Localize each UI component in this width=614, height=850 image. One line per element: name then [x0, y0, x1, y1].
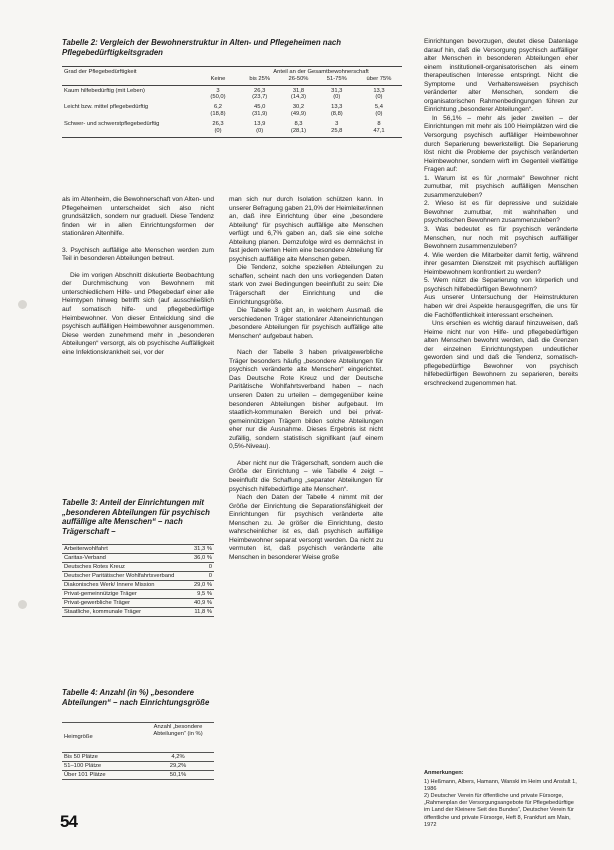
table-row: Arbeiterwohlfahrt 31,3 %: [64, 545, 212, 552]
table2-col-header: Keine: [210, 75, 226, 82]
paragraph: Die Tabelle 3 gibt an, in welchem Ausmaß die verschiedenen Träger stationärer Alteneinrichtungen „besondere Abteilungen für psychisch auffällige alte Menschen“ aufgebaut haben.: [229, 307, 383, 340]
paragraph: Aber nicht nur die Trägerschaft, sondern auch die Größe der Einrichtung – wie Tabelle 4 zeigt – beeinflußt die Schaffung „separater Abteilungen für psychisch hilfebedürftige alte Menschen“.: [229, 459, 383, 493]
question: 2. Wieso ist es für depressive und suizidale Bewohner zumutbar, mit wahnhaften und psychotischen Bewohnern zusammenzuleben?: [424, 200, 578, 225]
table-row: Privat-gemeinnützige Träger 9,5 %: [64, 590, 212, 597]
paragraph: Nach der Tabelle 3 haben privatgewerbliche Träger besonders häufig „besondere Abteilungen für psychisch veränderte alte Menschen“ eingerichtet. Das Deutsche Rote Kreuz und der Deutsche Paritätische Wohlfahrtsverband haben – nach unseren Daten zu urteilen – demgegenüber keine besonderen Abteilungen bisher aufgebaut. Im staatlich-kommunalen Bereich und bei privat-gemeinnützigen Trägern bilden solche Abteilungen eher nur die Ausnahme. Dieses Ergebnis ist nicht zufällig, sondern statistisch signifikant (auf einem 0,5%-Niveau).: [229, 349, 383, 451]
question: 3. Was bedeutet es für psychisch veränderte Menschen, nur noch mit psychisch auffälliger Bewohnern zusammenzuleben?: [424, 226, 578, 251]
table-row: Bis 50 Plätze 4,2%: [62, 753, 214, 762]
table3: [62, 544, 214, 617]
table-row: Kaum hilfebedürftig (mit Leben) 3 (50,0) 26,3 (23,7) 31,8 (14,3) 31,3 (0) 13,3 (0): [64, 87, 385, 101]
table2-col-header: 26-50%: [288, 75, 309, 82]
binder-hole: [18, 600, 27, 609]
binder-hole: [18, 300, 27, 309]
table2-col-header: bis 25%: [249, 75, 270, 82]
notes-heading: Anmerkungen:: [424, 770, 464, 776]
table2-grid: [62, 69, 402, 134]
table-row: Diakonisches Werk/ Innere Mission 29,0 %: [64, 581, 212, 588]
table-row: Schwer- und schwerstpflegebedürftig 26,3 (0) 13,9 (0) 8,3 (28,1) 3 25,8 8 47,1: [64, 120, 385, 134]
table4-caption: Tabelle 4: Anzahl (in %) „besondere Abteilungen“ – nach Einrichtungsgröße: [62, 688, 210, 707]
paragraph: Uns erschien es wichtig darauf hinzuweisen, daß Heime nicht nur von Hilfe- und pflegebedürftigen alten Menschen bewohnt werden, daß die Grenzen der einzelnen Einrichtungstypen undeutlicher geworden sind und daß die Tendenz, somatisch-pflegebedürftige Bewohner von psychisch hilfebedürftigen Bewohnern zu separieren, bereits erschreckend zugenommen hat.: [424, 320, 578, 387]
section-heading: 3. Psychisch auffällige alte Menschen werden zum Teil in besonderen Abteilungen betreut.: [62, 246, 214, 263]
footnote: 1) Heßmann, Albers, Hamann, Wanski im Heim und Anstalt 1, 1986: [424, 779, 577, 793]
paragraph: als im Altenheim, die Bewohnerschaft von Alten- und Pflegeheimen unterscheidet sich also nicht grundsätzlich, sondern nur graduell. Diese Tendenz finden wir in allen Einrichtungsformen der stationären Altenhilfe.: [62, 196, 214, 238]
paragraph: Einrichtungen bevorzugen, deutet diese Datenlage darauf hin, daß die Versorgung psychisch auffälliger alter Menschen in besonderen Abteilungen eher einem institutionell-organisatorischen als einem therapeutischen Interesse entspringt. Nicht die Symptome und Verhaltensweisen psychisch veränderter alter Menschen, sondern die organisatorischen Rahmenbedingungen führen zur Einrichtung „besonderer Abteilungen“.: [424, 38, 578, 114]
footnote: 2) Deutscher Verein für öffentliche und private Fürsorge, „Rahmenplan der Versorgungsangebote für Pflegebedürftige im Land der Kleinere Seit des Bundes“, Deutscher Verein für öffentliche und private Fürsorge, Heft 8, Frankfurt am Main, 1972: [424, 793, 574, 828]
table-row: Caritas-Verband 36,0 %: [64, 554, 212, 561]
paragraph: man sich nur durch Isolation schützen kann. In unserer Befragung gaben 21,0% der Heimleiter/innen an, daß ihre Einrichtung über eine „besondere Abteilung“ für psychisch auffällige alte Menschen verfügt und 6,7% gaben an, daß sie eine solche Abteilung planen. Demzufolge wird es demnächst in fast jedem vierten Heim eine besondere Abteilung für psychisch auffällige alte Menschen geben.: [229, 196, 383, 263]
column-2: [229, 196, 383, 562]
table-row: Über 101 Plätze 50,1%: [62, 771, 214, 780]
table2-group-header: Anteil an der Gesamtbewohnerschaft: [273, 69, 369, 75]
table-row: 51–100 Plätze 29,2%: [62, 762, 214, 771]
table4-header-value: Anzahl „besondere Abteilungen“ (in %): [142, 723, 214, 753]
table-row: Staatliche, kommunale Träger 11,8 %: [64, 608, 212, 615]
column-3: [424, 38, 578, 388]
paragraph: Die Tendenz, solche speziellen Abteilungen zu schaffen, scheint nach den uns vorliegenden Daten stark von zwei Bedingungen beeinflußt zu sein: Die Trägerschaft der Einrichtung und die Einrichtungsgröße.: [229, 264, 383, 306]
table2-caption: Tabelle 2: Vergleich der Bewohnerstruktur in Alten- und Pflegeheimen nach Pflegebedürftigkeitsgraden: [62, 38, 342, 57]
table-row: Privat-gewerbliche Träger 40,9 %: [64, 599, 212, 606]
table4-header-label: Heimgröße: [62, 723, 142, 753]
paragraph: Nach den Daten der Tabelle 4 nimmt mit der Größe der Einrichtung die Separationsfähigkeit der Einrichtungen für psychisch veränderte alte Menschen zu. Je größer die Einrichtung, desto wahrscheinlicher ist es, daß psychisch auffällige Heimbewohner separat versorgt werden. Da nicht zu vermuten ist, daß psychisch veränderte alte Menschen in besonderer Weise große: [229, 494, 383, 561]
table3-caption: Tabelle 3: Anteil der Einrichtungen mit „besonderen Abteilungen für psychisch auffällige alte Menschen“ – nach Trägerschaft –: [62, 498, 210, 536]
question: 5. Wem nützt die Separierung von körperlich und psychisch hilfebedürftigen Bewohnern?: [424, 277, 578, 293]
table2-header-label: Grad der Pflegebedürftigkeit: [64, 69, 137, 75]
footnotes: [424, 770, 578, 829]
table2: [62, 66, 402, 138]
table-row: Leicht bzw. mittel pflegebedürftig 6,2 (18,8) 45,0 (31,9) 30,2 (49,9) 13,3 (8,8) 5,4 (0): [64, 104, 383, 117]
question: 1. Warum ist es für „normale“ Bewohner nicht zumutbar, mit psychisch auffälligen Menschen zusammenzuleben?: [424, 174, 578, 199]
paragraph: In 56,1% – mehr als jeder zweiten – der Einrichtungen mit mehr als 100 Heimplätzen wird die Versorgung psychisch auffälliger Heimbewohner durch Separierung bewerkstelligt. Die Separierung löst nicht die Probleme der psychisch veränderten Heimbewohner, sondern wirft im Gegenteil vielfältige Fragen auf:: [424, 114, 578, 174]
table-row: Deutscher Paritätischer Wohlfahrtsverband 0: [64, 572, 212, 579]
table2-top-rule: [62, 66, 402, 67]
paragraph: Die im vorigen Abschnitt diskutierte Beobachtung der Durchmischung von Bewohnern mit unterschiedlichem Hilfe- und Pflegebedarf einer alle Heimtypen hinweg betrifft sich (auf ausschließlich auf somatisch hilfe- und pflegebedürftige Heimbewohner. Von dieser Entwicklung sind die psychisch auffälligen Heimbewohner ausgenommen. Diese werden zunehmend mehr in „besonderen Abteilungen“ versorgt, als ob psychische Auffälligkeit eine Infektionskrankheit sei, vor der: [62, 271, 214, 356]
column-1: [62, 196, 214, 357]
page-number: 54: [60, 812, 77, 831]
paragraph: Aus unserer Untersuchung der Heimstrukturen haben wir drei Aspekte herausgegriffen, die uns für die Fachöffentlichkeit interessant erscheinen.: [424, 294, 578, 319]
question: 4. Wie werden die Mitarbeiter damit fertig, während ihrer gesamten Dienstzeit mit psychisch auffälligen Heimbewohnern konfrontiert zu werden?: [424, 251, 578, 276]
table2-col-header: 51-75%: [326, 75, 347, 82]
table2-bottom-rule: [62, 137, 402, 138]
table-row: Deutsches Rotes Kreuz 0: [64, 563, 212, 570]
table4: [62, 722, 214, 780]
table2-col-header: über 75%: [366, 75, 392, 82]
